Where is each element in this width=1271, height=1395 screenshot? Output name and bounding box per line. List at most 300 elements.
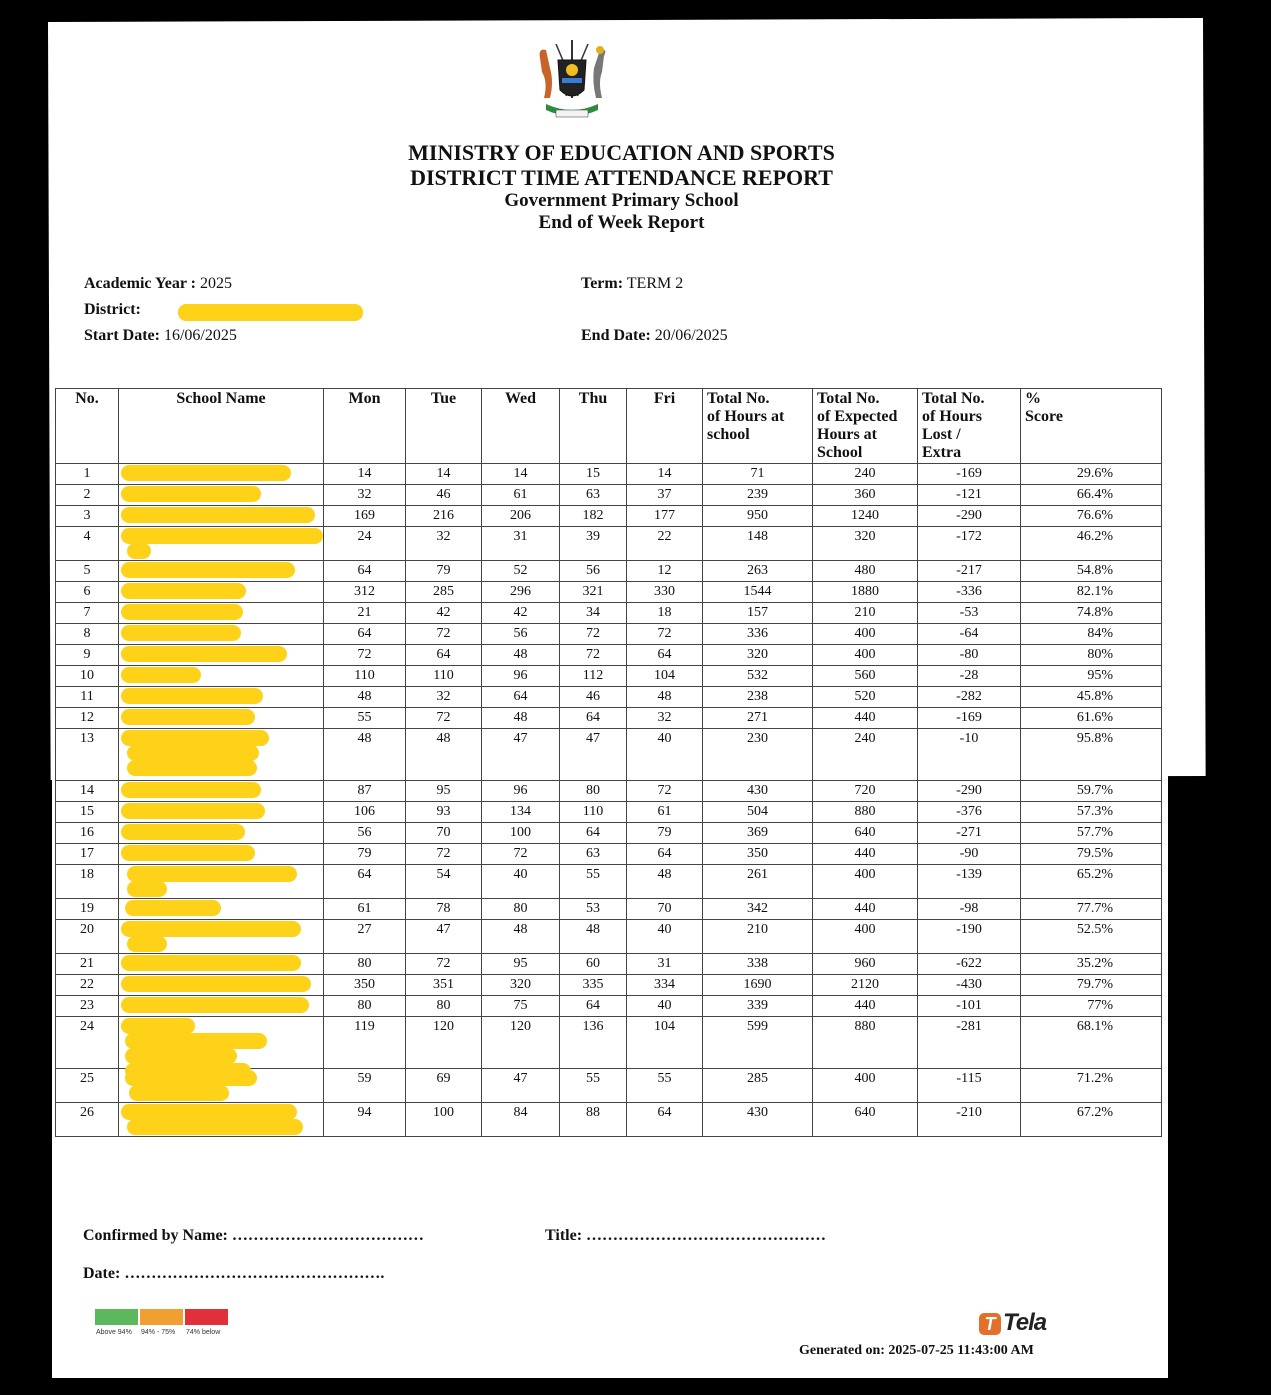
table-row (56, 865, 1162, 899)
lost-cell: -190 (918, 920, 1021, 954)
table-row (56, 975, 1162, 996)
score-cell: 76.6% (1021, 506, 1162, 527)
expected-cell: 240 (813, 464, 918, 485)
tue-cell: 42 (406, 603, 482, 624)
lost-cell: -430 (918, 975, 1021, 996)
thu-cell: 335 (560, 975, 627, 996)
total-cell: 157 (703, 603, 813, 624)
table-row (56, 920, 1162, 954)
table-row (56, 823, 1162, 844)
thu-cell: 39 (560, 527, 627, 561)
expected-cell: 2120 (813, 975, 918, 996)
table-row (56, 729, 1162, 781)
school-name-redaction (121, 583, 246, 599)
wed-cell: 48 (482, 920, 560, 954)
score-cell: 71.2% (1021, 1069, 1162, 1103)
fri-cell: 72 (627, 781, 703, 802)
school-name-cell (119, 687, 324, 708)
lost-cell: -121 (918, 485, 1021, 506)
expected-cell: 360 (813, 485, 918, 506)
total-cell: 339 (703, 996, 813, 1017)
lost-cell: -282 (918, 687, 1021, 708)
school-name-cell (119, 603, 324, 624)
period-title: End of Week Report (538, 212, 705, 233)
expected-cell: 440 (813, 844, 918, 865)
school-name-redaction (125, 900, 221, 916)
score-cell: 77% (1021, 996, 1162, 1017)
wed-cell: 42 (482, 603, 560, 624)
expected-cell: 210 (813, 603, 918, 624)
col-hours-lost (918, 389, 1021, 464)
total-cell: 369 (703, 823, 813, 844)
thu-cell: 88 (560, 1103, 627, 1137)
thu-cell: 72 (560, 624, 627, 645)
ministry-title: MINISTRY OF EDUCATION AND SPORTS (408, 140, 835, 165)
school-name-cell (119, 708, 324, 729)
wed-cell: 80 (482, 899, 560, 920)
fri-cell: 330 (627, 582, 703, 603)
row-number-cell: 20 (56, 920, 119, 954)
school-name-cell (119, 996, 324, 1017)
school-name-redaction (121, 921, 301, 937)
tue-cell: 72 (406, 708, 482, 729)
school-name-redaction (121, 486, 261, 502)
wed-cell: 100 (482, 823, 560, 844)
fri-cell: 22 (627, 527, 703, 561)
wed-cell: 96 (482, 781, 560, 802)
expected-cell: 440 (813, 996, 918, 1017)
col-expected-hours (813, 389, 918, 464)
lost-cell: -290 (918, 781, 1021, 802)
expected-cell: 480 (813, 561, 918, 582)
lost-cell: -80 (918, 645, 1021, 666)
fri-cell: 64 (627, 645, 703, 666)
fri-cell: 48 (627, 687, 703, 708)
mon-cell: 59 (324, 1069, 406, 1103)
lost-cell: -169 (918, 464, 1021, 485)
wed-cell: 95 (482, 954, 560, 975)
legend-label-red: 74% below (186, 1329, 221, 1336)
school-name-cell (119, 1017, 324, 1069)
total-cell: 1690 (703, 975, 813, 996)
table-row (56, 485, 1162, 506)
thu-cell: 72 (560, 645, 627, 666)
col-score-line2: Score (1025, 408, 1063, 425)
row-number-cell: 1 (56, 464, 119, 485)
end-date (581, 327, 728, 345)
legend-swatch-red (185, 1309, 228, 1325)
expected-cell: 400 (813, 645, 918, 666)
wed-cell: 56 (482, 624, 560, 645)
school-name-redaction (121, 730, 269, 746)
school-name-redaction (121, 782, 261, 798)
score-cell: 52.5% (1021, 920, 1162, 954)
school-name-redaction (121, 625, 241, 641)
tue-cell: 351 (406, 975, 482, 996)
col-total-hours (703, 389, 813, 464)
expected-cell: 320 (813, 527, 918, 561)
wed-cell: 52 (482, 561, 560, 582)
total-cell: 148 (703, 527, 813, 561)
score-cell: 45.8% (1021, 687, 1162, 708)
school-name-redaction (125, 1048, 237, 1064)
lost-cell: -217 (918, 561, 1021, 582)
total-cell: 950 (703, 506, 813, 527)
total-cell: 239 (703, 485, 813, 506)
tue-cell: 48 (406, 729, 482, 781)
score-cell: 77.7% (1021, 899, 1162, 920)
score-cell: 67.2% (1021, 1103, 1162, 1137)
wed-cell: 296 (482, 582, 560, 603)
coat-of-arms-icon (532, 38, 612, 124)
score-cell: 80% (1021, 645, 1162, 666)
tue-cell: 64 (406, 645, 482, 666)
tue-cell: 216 (406, 506, 482, 527)
school-name-cell (119, 823, 324, 844)
total-cell: 71 (703, 464, 813, 485)
wed-cell: 134 (482, 802, 560, 823)
wed-cell: 47 (482, 1069, 560, 1103)
fri-cell: 70 (627, 899, 703, 920)
school-name-cell (119, 729, 324, 781)
legend-label-orange: 94% - 75% (141, 1329, 176, 1336)
fri-cell: 18 (627, 603, 703, 624)
fri-cell: 55 (627, 1069, 703, 1103)
academic-year (84, 275, 232, 293)
mon-cell: 64 (324, 561, 406, 582)
legend-swatch-orange (140, 1309, 183, 1325)
legend-label-green: Above 94% (96, 1329, 132, 1336)
expected-cell: 400 (813, 624, 918, 645)
school-name-redaction (121, 646, 287, 662)
school-name-redaction (121, 976, 311, 992)
row-number-cell: 23 (56, 996, 119, 1017)
score-cell: 59.7% (1021, 781, 1162, 802)
table-row (56, 464, 1162, 485)
table-row (56, 645, 1162, 666)
legend-swatch-green (95, 1309, 138, 1325)
col-expected-hours-line1: Total No. (817, 390, 880, 407)
term-value: TERM 2 (626, 275, 684, 292)
thu-cell: 55 (560, 1069, 627, 1103)
end-date-value: 20/06/2025 (654, 327, 728, 344)
school-name-cell (119, 1103, 324, 1137)
score-cell: 57.7% (1021, 823, 1162, 844)
col-expected-hours-line4: School (817, 444, 863, 461)
table-row (56, 954, 1162, 975)
table-body (56, 464, 1162, 1137)
school-name-cell (119, 975, 324, 996)
fri-cell: 14 (627, 464, 703, 485)
mon-cell: 32 (324, 485, 406, 506)
col-score-line1: % (1025, 390, 1041, 407)
term (581, 275, 683, 293)
table-row (56, 802, 1162, 823)
school-name-cell (119, 645, 324, 666)
mon-cell: 56 (324, 823, 406, 844)
lost-cell: -28 (918, 666, 1021, 687)
table-row (56, 996, 1162, 1017)
tue-cell: 285 (406, 582, 482, 603)
row-number-cell: 21 (56, 954, 119, 975)
district (84, 301, 141, 319)
school-name-cell (119, 781, 324, 802)
mon-cell: 27 (324, 920, 406, 954)
fri-cell: 48 (627, 865, 703, 899)
row-number-cell: 24 (56, 1017, 119, 1069)
wed-cell: 72 (482, 844, 560, 865)
thu-cell: 46 (560, 687, 627, 708)
tue-cell: 110 (406, 666, 482, 687)
lost-cell: -98 (918, 899, 1021, 920)
total-cell: 599 (703, 1017, 813, 1069)
tue-cell: 93 (406, 802, 482, 823)
school-name-redaction (127, 543, 151, 559)
expected-cell: 240 (813, 729, 918, 781)
wed-cell: 75 (482, 996, 560, 1017)
row-number-cell: 18 (56, 865, 119, 899)
total-cell: 210 (703, 920, 813, 954)
total-cell: 320 (703, 645, 813, 666)
lost-cell: -169 (918, 708, 1021, 729)
district-label: District: (84, 301, 141, 318)
total-cell: 1544 (703, 582, 813, 603)
mon-cell: 94 (324, 1103, 406, 1137)
mon-cell: 350 (324, 975, 406, 996)
school-name-redaction (127, 760, 257, 776)
school-name-cell (119, 666, 324, 687)
total-cell: 350 (703, 844, 813, 865)
school-name-cell (119, 954, 324, 975)
col-hours-lost-line3: Lost / (922, 426, 961, 443)
mon-cell: 80 (324, 954, 406, 975)
col-no: No. (56, 389, 119, 464)
expected-cell: 400 (813, 1069, 918, 1103)
school-name-redaction (121, 997, 309, 1013)
school-name-cell (119, 485, 324, 506)
thu-cell: 47 (560, 729, 627, 781)
table-row (56, 624, 1162, 645)
row-number-cell: 4 (56, 527, 119, 561)
school-name-redaction (121, 1104, 297, 1120)
expected-cell: 640 (813, 1103, 918, 1137)
row-number-cell: 3 (56, 506, 119, 527)
school-name-redaction (127, 881, 167, 897)
lost-cell: -336 (918, 582, 1021, 603)
lost-cell: -139 (918, 865, 1021, 899)
lost-cell: -90 (918, 844, 1021, 865)
col-wed: Wed (482, 389, 560, 464)
score-cell: 61.6% (1021, 708, 1162, 729)
col-hours-lost-line4: Extra (922, 444, 962, 461)
score-cell: 54.8% (1021, 561, 1162, 582)
wed-cell: 120 (482, 1017, 560, 1069)
fri-cell: 334 (627, 975, 703, 996)
lost-cell: -281 (918, 1017, 1021, 1069)
table-row (56, 603, 1162, 624)
row-number-cell: 2 (56, 485, 119, 506)
table-row (56, 666, 1162, 687)
school-name-cell (119, 1069, 324, 1103)
tue-cell: 32 (406, 527, 482, 561)
row-number-cell: 5 (56, 561, 119, 582)
col-fri: Fri (627, 389, 703, 464)
tue-cell: 54 (406, 865, 482, 899)
lost-cell: -101 (918, 996, 1021, 1017)
score-cell: 68.1% (1021, 1017, 1162, 1069)
lost-cell: -622 (918, 954, 1021, 975)
thu-cell: 182 (560, 506, 627, 527)
row-number-cell: 8 (56, 624, 119, 645)
lost-cell: -53 (918, 603, 1021, 624)
school-name-cell (119, 844, 324, 865)
thu-cell: 48 (560, 920, 627, 954)
school-name-redaction (121, 688, 263, 704)
tue-cell: 70 (406, 823, 482, 844)
report-titles (0, 140, 1243, 234)
school-name-redaction (121, 1018, 195, 1034)
mon-cell: 110 (324, 666, 406, 687)
score-cell: 79.7% (1021, 975, 1162, 996)
row-number-cell: 11 (56, 687, 119, 708)
table-row (56, 561, 1162, 582)
table-row (56, 1103, 1162, 1137)
col-thu: Thu (560, 389, 627, 464)
lost-cell: -271 (918, 823, 1021, 844)
row-number-cell: 9 (56, 645, 119, 666)
total-cell: 285 (703, 1069, 813, 1103)
score-cell: 95% (1021, 666, 1162, 687)
mon-cell: 48 (324, 729, 406, 781)
score-cell: 57.3% (1021, 802, 1162, 823)
wed-cell: 61 (482, 485, 560, 506)
row-number-cell: 17 (56, 844, 119, 865)
tue-cell: 95 (406, 781, 482, 802)
thu-cell: 60 (560, 954, 627, 975)
wed-cell: 47 (482, 729, 560, 781)
term-label: Term: (581, 275, 624, 292)
tue-cell: 72 (406, 844, 482, 865)
school-name-cell (119, 464, 324, 485)
school-name-redaction (121, 667, 201, 683)
tue-cell: 46 (406, 485, 482, 506)
start-date-value: 16/06/2025 (163, 327, 237, 344)
row-number-cell: 16 (56, 823, 119, 844)
score-cell: 65.2% (1021, 865, 1162, 899)
confirmed-by-field: Confirmed by Name: ……………………………… (83, 1227, 424, 1244)
fri-cell: 40 (627, 729, 703, 781)
tue-cell: 80 (406, 996, 482, 1017)
col-expected-hours-line2: of Expected (817, 408, 898, 425)
fri-cell: 177 (627, 506, 703, 527)
fri-cell: 64 (627, 844, 703, 865)
school-name-cell (119, 624, 324, 645)
mon-cell: 169 (324, 506, 406, 527)
tue-cell: 32 (406, 687, 482, 708)
total-cell: 261 (703, 865, 813, 899)
total-cell: 430 (703, 1103, 813, 1137)
table-row (56, 1069, 1162, 1103)
fri-cell: 61 (627, 802, 703, 823)
score-cell: 74.8% (1021, 603, 1162, 624)
row-number-cell: 15 (56, 802, 119, 823)
mon-cell: 55 (324, 708, 406, 729)
title-field: Title: ……………………………………… (545, 1227, 827, 1244)
thu-cell: 80 (560, 781, 627, 802)
district-redaction (178, 304, 363, 321)
lost-cell: -172 (918, 527, 1021, 561)
school-name-redaction (121, 709, 255, 725)
school-name-cell (119, 865, 324, 899)
row-number-cell: 6 (56, 582, 119, 603)
thu-cell: 64 (560, 996, 627, 1017)
table-row (56, 899, 1162, 920)
fri-cell: 12 (627, 561, 703, 582)
school-name-cell (119, 582, 324, 603)
start-date (84, 327, 237, 345)
row-number-cell: 7 (56, 603, 119, 624)
lost-cell: -376 (918, 802, 1021, 823)
academic-year-value: 2025 (199, 275, 232, 292)
school-name-redaction (121, 528, 323, 544)
col-expected-hours-line3: Hours at (817, 426, 877, 443)
row-number-cell: 10 (56, 666, 119, 687)
school-name-redaction (121, 955, 301, 971)
attendance-table (55, 388, 1162, 1137)
fri-cell: 32 (627, 708, 703, 729)
thu-cell: 110 (560, 802, 627, 823)
row-number-cell: 13 (56, 729, 119, 781)
school-name-cell (119, 506, 324, 527)
school-name-redaction (125, 1070, 257, 1086)
thu-cell: 34 (560, 603, 627, 624)
school-name-redaction (121, 824, 245, 840)
school-name-redaction (121, 562, 295, 578)
generated-timestamp: Generated on: 2025-07-25 11:43:00 AM (799, 1343, 1034, 1358)
total-cell: 336 (703, 624, 813, 645)
col-tue: Tue (406, 389, 482, 464)
total-cell: 504 (703, 802, 813, 823)
school-type-title: Government Primary School (504, 190, 739, 211)
tue-cell: 69 (406, 1069, 482, 1103)
expected-cell: 640 (813, 823, 918, 844)
expected-cell: 880 (813, 1017, 918, 1069)
total-cell: 271 (703, 708, 813, 729)
table-row (56, 527, 1162, 561)
mon-cell: 48 (324, 687, 406, 708)
mon-cell: 87 (324, 781, 406, 802)
total-cell: 532 (703, 666, 813, 687)
row-number-cell: 22 (56, 975, 119, 996)
school-name-redaction (129, 1085, 229, 1101)
tue-cell: 72 (406, 624, 482, 645)
school-name-cell (119, 561, 324, 582)
fri-cell: 40 (627, 920, 703, 954)
mon-cell: 312 (324, 582, 406, 603)
wed-cell: 48 (482, 645, 560, 666)
tue-cell: 79 (406, 561, 482, 582)
tue-cell: 72 (406, 954, 482, 975)
fri-cell: 104 (627, 1017, 703, 1069)
col-total-hours-line2: of Hours at (707, 408, 785, 425)
mon-cell: 21 (324, 603, 406, 624)
expected-cell: 520 (813, 687, 918, 708)
expected-cell: 960 (813, 954, 918, 975)
mon-cell: 106 (324, 802, 406, 823)
tue-cell: 14 (406, 464, 482, 485)
lost-cell: -115 (918, 1069, 1021, 1103)
school-name-redaction (121, 604, 243, 620)
